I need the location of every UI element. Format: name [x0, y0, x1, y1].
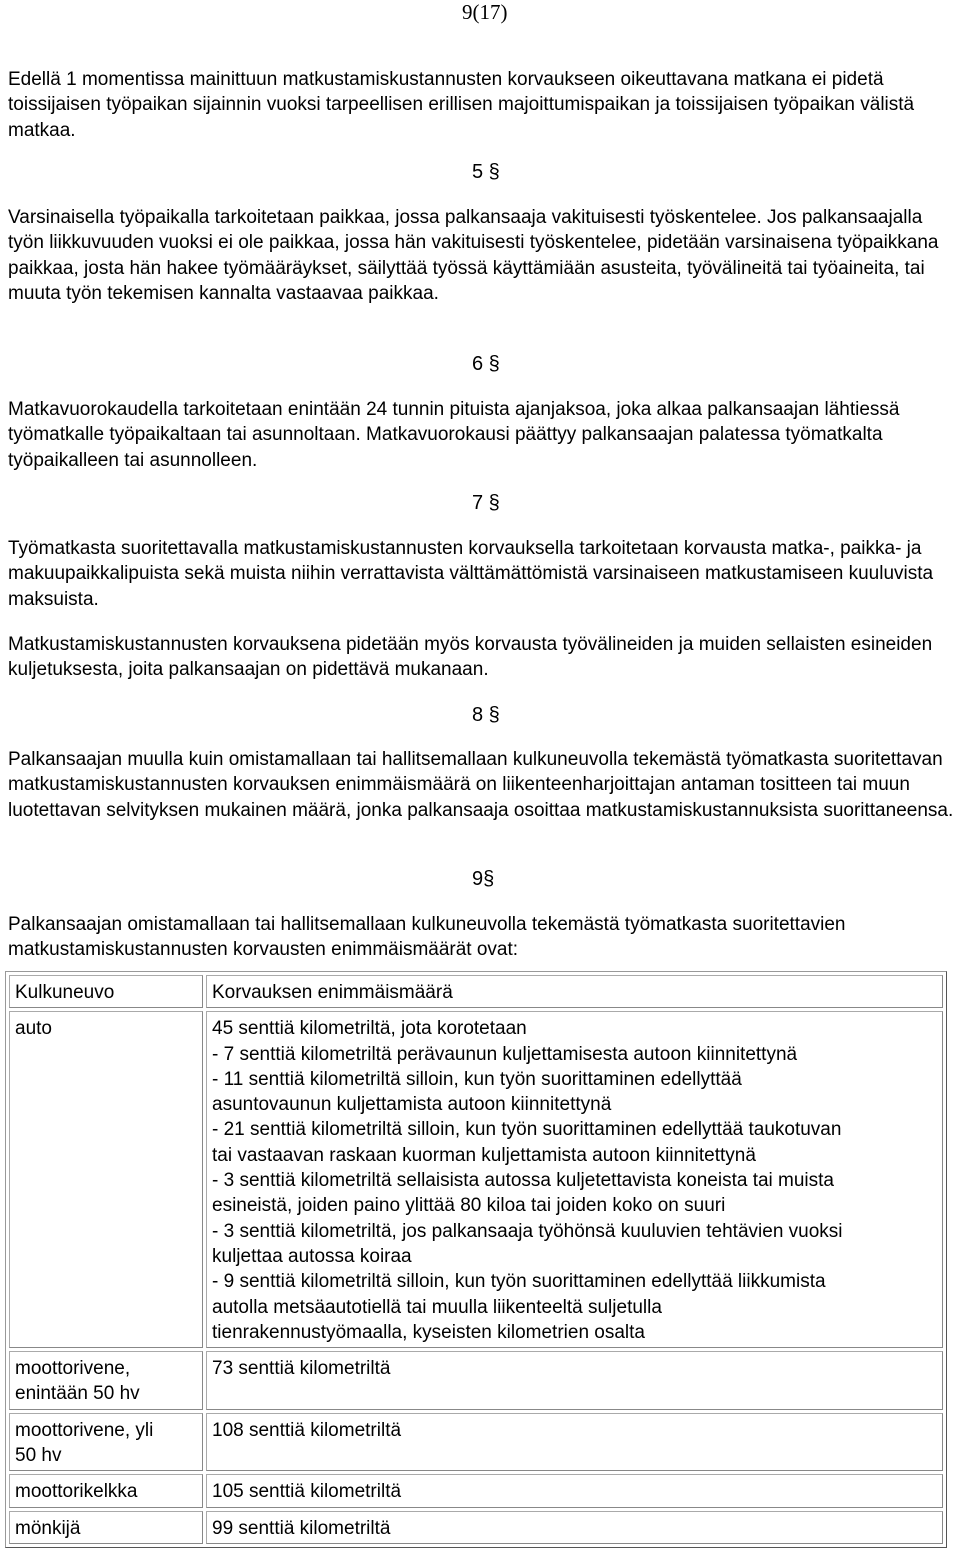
vehicle-line: moottorivene, yli	[15, 1419, 154, 1441]
amount-line: - 7 senttiä kilometriltä perävaunun kuljettamisesta autoon kiinnitettynä	[212, 1043, 798, 1065]
amount-line: - 9 senttiä kilometriltä silloin, kun työn suorittaminen edellyttää liikkumista	[212, 1271, 826, 1293]
paragraph-section-7a: Työmatkasta suoritettavalla matkustamiskustannusten korvauksella tarkoitetaan korvausta matka-, paikka- ja makuupaikkalipuista sekä muista niihin verrattavista välttämättömistä varsinaiseen matkustamiseen kuuluvista maksuista.	[8, 538, 934, 610]
page-number: 9(17)	[462, 0, 508, 24]
vehicle-line: moottorivene,	[15, 1358, 131, 1380]
amount-line: esineistä, joiden paino ylittää 80 kiloa tai joiden koko on suuri	[212, 1195, 726, 1217]
header-amount: Korvauksen enimmäismäärä	[206, 975, 943, 1008]
table-row-atv	[9, 1511, 943, 1544]
vehicle-cell: auto	[9, 1011, 203, 1348]
vehicle-cell	[9, 1413, 203, 1472]
amount-line: - 3 senttiä kilometriltä sellaisista autossa kuljetettavista koneista tai muista	[212, 1170, 834, 1192]
amount-cell	[206, 1011, 943, 1348]
section-heading-7: 7 §	[472, 492, 500, 514]
amount-cell: 99 senttiä kilometriltä	[206, 1511, 943, 1544]
amount-line: - 3 senttiä kilometriltä, jos palkansaaja työhönsä kuuluvien tehtävien vuoksi	[212, 1220, 843, 1242]
amount-line: - 11 senttiä kilometriltä silloin, kun työn suorittaminen edellyttää	[212, 1068, 742, 1090]
paragraph-section-5: Varsinaisella työpaikalla tarkoitetaan paikkaa, jossa palkansaaja vakituisesti työskentelee. Jos palkansaajalla työn liikkuvuuden vuoksi ei ole paikkaa, jossa hän vakituisesti työskentelee, pidetään varsinaisena työpaikkana paikkaa, josta hän hakee työmääräykset, säilyttää työssä käyttämiään asusteita, työvälineitä tai työaineita, tai muuta työn tekemisen kannalta vastaavaa paikkaa.	[8, 207, 939, 304]
amount-line: asuntovaunun kuljettamista autoon kiinnitettynä	[212, 1094, 612, 1116]
table-row-motorboat-large	[9, 1413, 943, 1472]
amount-cell: 108 senttiä kilometriltä	[206, 1413, 943, 1472]
amount-line: kuljettaa autossa koiraa	[212, 1245, 412, 1267]
paragraph-section-9: Palkansaajan omistamallaan tai hallitsemallaan kulkuneuvolla tekemästä työmatkasta suoritettavien matkustamiskustannusten korvausten enimmäismäärät ovat:	[8, 914, 846, 961]
amount-line: - 21 senttiä kilometriltä silloin, kun työn suorittaminen edellyttää taukotuvan	[212, 1119, 842, 1141]
amount-line: tai vastaavan raskaan kuorman kuljettamista autoon kiinnitettynä	[212, 1144, 756, 1166]
table-row-auto	[9, 1011, 943, 1348]
amount-line: autolla metsäautotiellä tai muulla liikenteeltä suljetulla	[212, 1296, 662, 1318]
amount-line: tienrakennustyömaalla, kyseisten kilometrien osalta	[212, 1321, 645, 1343]
vehicle-line: enintään 50 hv	[15, 1383, 140, 1405]
table-header-row	[9, 975, 943, 1008]
vehicle-cell: mönkijä	[9, 1511, 203, 1544]
section-heading-9: 9§	[472, 868, 495, 890]
amount-cell: 105 senttiä kilometriltä	[206, 1474, 943, 1507]
vehicle-line: 50 hv	[15, 1445, 62, 1467]
paragraph-section-6: Matkavuorokaudella tarkoitetaan enintään 24 tunnin pituista ajanjaksoa, joka alkaa palkansaajan lähtiessä työmatkalle työpaikaltaan tai asunnoltaan. Matkavuorokausi päättyy palkansaajan palatessa työmatkalta työpaikalleen tai asunnolleen.	[8, 399, 900, 471]
section-heading-6: 6 §	[472, 353, 500, 375]
section-heading-8: 8 §	[472, 704, 500, 726]
paragraph-intro: Edellä 1 momentissa mainittuun matkustamiskustannusten korvaukseen oikeuttavana matkana ei pidetä toissijaisen työpaikan sijainnin vuoksi tarpeellisen erillisen majoittumispaikan ja toissijaisen työpaikan välistä matkaa.	[8, 69, 915, 141]
paragraph-section-7b: Matkustamiskustannusten korvauksena pidetään myös korvausta työvälineiden ja muiden sellaisten esineiden kuljetuksesta, joita palkansaajan on pidettävä mukanaan.	[8, 634, 933, 681]
table-row-motorboat-small	[9, 1351, 943, 1410]
section-heading-5: 5 §	[472, 161, 500, 183]
vehicle-cell	[9, 1351, 203, 1410]
compensation-table	[5, 971, 947, 1548]
vehicle-cell: moottorikelkka	[9, 1474, 203, 1507]
header-vehicle: Kulkuneuvo	[9, 975, 203, 1008]
amount-cell: 73 senttiä kilometriltä	[206, 1351, 943, 1410]
amount-line: 45 senttiä kilometriltä, jota korotetaan	[212, 1018, 527, 1040]
paragraph-section-8: Palkansaajan muulla kuin omistamallaan tai hallitsemallaan kulkuneuvolla tekemästä työmatkasta suoritettavan matkustamiskustannusten korvauksen enimmäismäärä on liikenteenharjoittajan antaman tositteen tai muun luotettavan selvityksen mukainen määrä, jonka palkansaaja osoittaa matkustamiskustannuksista suorittaneensa.	[8, 749, 954, 821]
table-row-snowmobile	[9, 1474, 943, 1507]
